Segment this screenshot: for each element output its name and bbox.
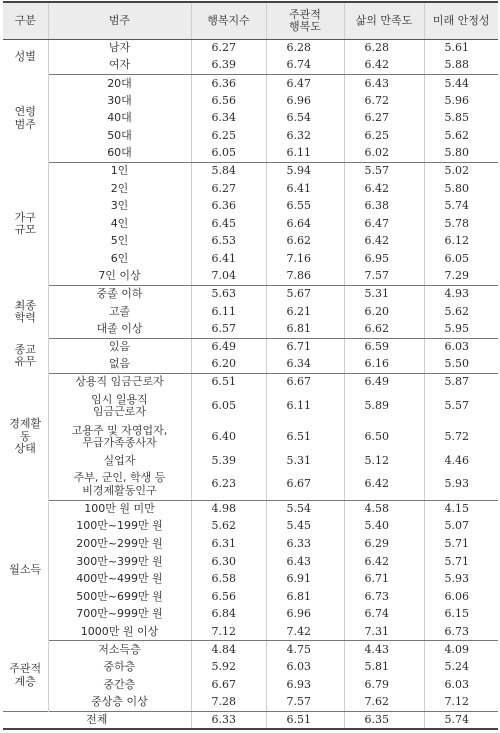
future-stability-cell: 5.57: [444, 399, 469, 413]
happiness-index-cell: 6.41: [191, 250, 266, 268]
subjective-happiness-cell: 6.11: [266, 145, 344, 163]
subjective-happiness-cell: 4.75: [266, 641, 344, 659]
category-cell: 5인: [48, 233, 191, 251]
happiness-index-cell: 6.30: [191, 553, 266, 571]
subjective-happiness-cell: 6.74: [266, 57, 344, 75]
table-row: [3, 470, 498, 501]
subjective-happiness-cell: 5.94: [266, 163, 344, 181]
group-label: 가구 규모: [3, 163, 48, 286]
happiness-index-cell: 6.45: [191, 215, 266, 233]
table-row: [3, 553, 498, 571]
table-row: [3, 373, 498, 391]
category-cell: 60대: [48, 145, 191, 163]
future-stability-cell: 5.44: [444, 76, 469, 90]
future-stability-cell: 5.88: [424, 57, 498, 75]
subjective-happiness-cell: 7.86: [266, 268, 344, 286]
future-stability-cell: 5.78: [444, 216, 469, 230]
category-cell: 200만~299만 원: [48, 535, 191, 553]
future-stability-cell: 4.46: [444, 453, 469, 467]
subjective-happiness-cell: 7.57: [266, 694, 344, 712]
future-stability-cell: 5.61: [444, 41, 469, 55]
subjective-happiness-cell: 6.91: [266, 570, 344, 588]
table-row: [3, 75, 498, 93]
subjective-happiness-cell: 6.71: [266, 338, 344, 356]
happiness-index-cell: 5.84: [191, 163, 266, 181]
future-stability-cell: 6.73: [424, 623, 498, 641]
happiness-index-cell: 6.20: [191, 356, 266, 374]
happiness-index-table: [3, 1, 498, 730]
table-row: [3, 92, 498, 110]
future-stability-cell: 6.12: [444, 234, 469, 248]
subjective-happiness-cell: 7.42: [266, 623, 344, 641]
subjective-happiness-cell: 6.96: [266, 606, 344, 624]
happiness-index-cell: 6.51: [191, 373, 266, 391]
future-stability-cell: 7.12: [424, 694, 498, 712]
future-stability-cell: 5.80: [424, 145, 498, 163]
category-cell: 3인: [48, 198, 191, 216]
happiness-index-cell: 6.58: [191, 570, 266, 588]
subjective-happiness-cell: 6.93: [266, 676, 344, 694]
table-row: [3, 286, 498, 304]
life-satisfaction-cell: 6.95: [344, 250, 424, 268]
subjective-happiness-cell: 6.11: [266, 391, 344, 422]
subjective-happiness-cell: 6.32: [266, 127, 344, 145]
happiness-index-cell: 6.49: [191, 338, 266, 356]
happiness-index-cell: 6.36: [191, 75, 266, 93]
table-header: [3, 2, 498, 40]
future-stability-cell: 6.06: [444, 589, 469, 603]
table-row: [3, 535, 498, 553]
life-satisfaction-cell: 6.72: [344, 92, 424, 110]
table-row: [3, 127, 498, 145]
subjective-happiness-cell: 6.43: [266, 553, 344, 571]
category-cell: 6인: [48, 250, 191, 268]
happiness-index-cell: 6.27: [191, 180, 266, 198]
happiness-index-cell: 6.56: [191, 588, 266, 606]
table-row: [3, 321, 498, 339]
happiness-index-cell: 7.12: [191, 623, 266, 641]
happiness-index-cell: 6.56: [191, 92, 266, 110]
table-row: [3, 570, 498, 588]
happiness-index-cell: 5.62: [191, 518, 266, 536]
category-cell: 중상층 이상: [48, 694, 191, 712]
subjective-happiness-cell: 6.62: [266, 233, 344, 251]
happiness-index-cell: 4.98: [191, 500, 266, 518]
future-stability-cell: 5.62: [444, 304, 469, 318]
table-row: [3, 641, 498, 659]
subjective-happiness-cell: 5.54: [266, 500, 344, 518]
category-cell: 중졸 이하: [48, 286, 191, 304]
happiness-index-cell: 6.40: [191, 422, 266, 453]
category-cell: 100만~199만 원: [48, 518, 191, 536]
table-row: [3, 40, 498, 58]
life-satisfaction-cell: 5.89: [344, 391, 424, 422]
table-row: [3, 658, 498, 676]
life-satisfaction-cell: 6.42: [344, 57, 424, 75]
life-satisfaction-cell: 6.16: [344, 356, 424, 374]
subjective-happiness-cell: 6.55: [266, 198, 344, 216]
happiness-index-cell: 7.04: [191, 268, 266, 286]
category-cell: 300만~399만 원: [48, 553, 191, 571]
life-satisfaction-cell: 6.29: [344, 535, 424, 553]
table-row: [3, 250, 498, 268]
life-satisfaction-cell: 6.42: [344, 180, 424, 198]
life-satisfaction-cell: 5.12: [344, 452, 424, 470]
happiness-index-cell: 4.84: [191, 641, 266, 659]
category-cell: 저소득층: [48, 641, 191, 659]
category-cell: 100만 원 미만: [48, 500, 191, 518]
future-stability-cell: 4.09: [444, 642, 469, 656]
subjective-happiness-cell: 6.47: [266, 75, 344, 93]
future-stability-cell: 5.96: [444, 93, 469, 107]
happiness-index-cell: 6.23: [191, 470, 266, 501]
category-cell: 있음: [48, 338, 191, 356]
header-category: 범주: [48, 2, 191, 40]
category-cell: 700만~999만 원: [48, 606, 191, 624]
category-cell: 4인: [48, 215, 191, 233]
life-satisfaction-cell: 6.62: [344, 321, 424, 339]
future-stability-cell: 6.05: [444, 252, 469, 266]
category-cell: 30대: [48, 92, 191, 110]
future-stability-cell: 5.71: [444, 536, 469, 550]
life-satisfaction-cell: 6.42: [344, 470, 424, 501]
table-row: [3, 623, 498, 641]
table-row: [3, 694, 498, 712]
subjective-happiness-cell: 6.51: [266, 422, 344, 453]
category-cell: 1인: [48, 163, 191, 181]
table-row: [3, 606, 498, 624]
subjective-happiness-cell: 6.03: [266, 658, 344, 676]
future-stability-cell: 5.74: [444, 199, 469, 213]
life-satisfaction-cell: 5.81: [344, 658, 424, 676]
life-satisfaction-cell: 7.57: [344, 268, 424, 286]
subjective-happiness-cell: 6.34: [266, 356, 344, 374]
future-stability-cell: 5.02: [444, 164, 469, 178]
future-stability-cell: 6.15: [444, 607, 469, 621]
life-satisfaction-cell: 5.57: [344, 163, 424, 181]
table-body: [3, 40, 498, 730]
table-row: [3, 422, 498, 453]
future-stability-cell: 5.50: [424, 356, 498, 374]
life-satisfaction-cell: 6.27: [344, 110, 424, 128]
subjective-happiness-cell: 7.16: [266, 250, 344, 268]
happiness-index-cell: 6.05: [191, 145, 266, 163]
table-row: [3, 145, 498, 163]
happiness-index-cell: 6.67: [191, 676, 266, 694]
future-stability-cell: 6.03: [444, 677, 469, 691]
life-satisfaction-cell: 4.43: [344, 641, 424, 659]
category-cell: 400만~499만 원: [48, 570, 191, 588]
total-subjective-happiness: 6.51: [266, 711, 344, 729]
table-row: [3, 180, 498, 198]
life-satisfaction-cell: 6.59: [344, 338, 424, 356]
subjective-happiness-cell: 6.33: [266, 535, 344, 553]
life-satisfaction-cell: 6.42: [344, 233, 424, 251]
table-row: [3, 110, 498, 128]
life-satisfaction-cell: 6.47: [344, 215, 424, 233]
future-stability-cell: 5.87: [444, 375, 469, 389]
future-stability-cell: 5.72: [444, 429, 469, 443]
happiness-index-cell: 6.34: [191, 110, 266, 128]
total-life-satisfaction: 6.35: [344, 711, 424, 729]
category-cell: 고졸: [48, 303, 191, 321]
table-row: [3, 215, 498, 233]
future-stability-cell: 5.80: [444, 181, 469, 195]
table-row: [3, 198, 498, 216]
group-label: 종교 유무: [3, 338, 48, 373]
header-division: 구분: [3, 2, 48, 40]
happiness-index-cell: 5.63: [191, 286, 266, 304]
future-stability-cell: 6.03: [444, 340, 469, 354]
happiness-index-cell: 6.27: [191, 40, 266, 58]
category-cell: 임시 일용직 임금근로자: [48, 391, 191, 422]
category-cell: 상용직 임금근로자: [48, 373, 191, 391]
happiness-index-cell: 6.36: [191, 198, 266, 216]
happiness-index-cell: 5.92: [191, 658, 266, 676]
table-row: [3, 356, 498, 374]
category-cell: 남자: [48, 40, 191, 58]
future-stability-cell: 4.15: [444, 502, 469, 516]
category-cell: 여자: [48, 57, 191, 75]
group-label: 경제활 동 상태: [3, 373, 48, 500]
category-cell: 40대: [48, 110, 191, 128]
category-cell: 7인 이상: [48, 268, 191, 286]
future-stability-cell: 5.93: [424, 470, 498, 501]
table-row: [3, 500, 498, 518]
group-label: 최종 학력: [3, 286, 48, 339]
life-satisfaction-cell: 7.31: [344, 623, 424, 641]
category-cell: 없음: [48, 356, 191, 374]
life-satisfaction-cell: 6.25: [344, 127, 424, 145]
life-satisfaction-cell: 5.40: [344, 518, 424, 536]
table-row: [3, 57, 498, 75]
category-cell: 고용주 및 자영업자, 무급가족종사자: [48, 422, 191, 453]
future-stability-cell: 5.07: [444, 519, 469, 533]
life-satisfaction-cell: 6.28: [344, 40, 424, 58]
life-satisfaction-cell: 4.58: [344, 500, 424, 518]
group-label: 월소득: [3, 500, 48, 641]
life-satisfaction-cell: 6.38: [344, 198, 424, 216]
life-satisfaction-cell: 6.79: [344, 676, 424, 694]
total-happiness-index: 6.33: [191, 711, 266, 729]
future-stability-cell: 5.95: [424, 321, 498, 339]
future-stability-cell: 7.29: [424, 268, 498, 286]
subjective-happiness-cell: 6.67: [266, 470, 344, 501]
category-cell: 2인: [48, 180, 191, 198]
category-cell: 20대: [48, 75, 191, 93]
future-stability-cell: 4.93: [444, 287, 469, 301]
header-life-satisfaction: 삶의 만족도: [344, 2, 424, 40]
subjective-happiness-cell: 6.54: [266, 110, 344, 128]
subjective-happiness-cell: 6.81: [266, 321, 344, 339]
header-row: [3, 2, 498, 40]
category-cell: 500만~699만 원: [48, 588, 191, 606]
subjective-happiness-cell: 6.96: [266, 92, 344, 110]
subjective-happiness-cell: 5.67: [266, 286, 344, 304]
future-stability-cell: 5.93: [444, 572, 469, 586]
header-happiness-index: 행복지수: [191, 2, 266, 40]
group-label: 연령 범주: [3, 75, 48, 163]
header-subjective-happiness: 주관적 행복도: [266, 2, 344, 40]
happiness-index-cell: 6.11: [191, 303, 266, 321]
subjective-happiness-cell: 6.41: [266, 180, 344, 198]
happiness-index-cell: 6.53: [191, 233, 266, 251]
category-cell: 중간층: [48, 676, 191, 694]
subjective-happiness-cell: 6.67: [266, 373, 344, 391]
happiness-index-cell: 6.84: [191, 606, 266, 624]
subjective-happiness-cell: 6.28: [266, 40, 344, 58]
total-future-stability: 5.74: [424, 711, 498, 729]
future-stability-cell: 5.85: [444, 111, 469, 125]
subjective-happiness-cell: 6.81: [266, 588, 344, 606]
life-satisfaction-cell: 6.74: [344, 606, 424, 624]
subjective-happiness-cell: 6.64: [266, 215, 344, 233]
life-satisfaction-cell: 7.62: [344, 694, 424, 712]
table-row: [3, 268, 498, 286]
group-label: 주관적 계층: [3, 641, 48, 711]
happiness-index-cell: 7.28: [191, 694, 266, 712]
happiness-index-cell: 6.25: [191, 127, 266, 145]
life-satisfaction-cell: 6.20: [344, 303, 424, 321]
table-row: [3, 588, 498, 606]
category-cell: 주부, 군인, 학생 등 비경제활동인구: [48, 470, 191, 501]
table-row: [3, 163, 498, 181]
header-future-stability: 미래 안정성: [424, 2, 498, 40]
future-stability-cell: 5.24: [444, 659, 469, 673]
category-cell: 중하층: [48, 658, 191, 676]
happiness-index-cell: 5.39: [191, 452, 266, 470]
life-satisfaction-cell: 6.73: [344, 588, 424, 606]
subjective-happiness-cell: 5.31: [266, 452, 344, 470]
total-row: [3, 711, 498, 729]
happiness-index-cell: 6.31: [191, 535, 266, 553]
subjective-happiness-cell: 6.21: [266, 303, 344, 321]
table-row: [3, 338, 498, 356]
category-cell: 1000만 원 이상: [48, 623, 191, 641]
table-row: [3, 303, 498, 321]
life-satisfaction-cell: 6.43: [344, 75, 424, 93]
life-satisfaction-cell: 5.31: [344, 286, 424, 304]
total-label: 전체: [3, 711, 191, 729]
subjective-happiness-cell: 5.45: [266, 518, 344, 536]
table-row: [3, 452, 498, 470]
life-satisfaction-cell: 6.02: [344, 145, 424, 163]
life-satisfaction-cell: 6.50: [344, 422, 424, 453]
category-cell: 50대: [48, 127, 191, 145]
table-row: [3, 233, 498, 251]
future-stability-cell: 5.62: [444, 129, 469, 143]
category-cell: 대졸 이상: [48, 321, 191, 339]
happiness-index-cell: 6.57: [191, 321, 266, 339]
life-satisfaction-cell: 6.49: [344, 373, 424, 391]
table-row: [3, 676, 498, 694]
table-row: [3, 391, 498, 422]
happiness-index-cell: 6.39: [191, 57, 266, 75]
life-satisfaction-cell: 6.42: [344, 553, 424, 571]
category-cell: 실업자: [48, 452, 191, 470]
future-stability-cell: 5.71: [444, 554, 469, 568]
group-label: 성별: [3, 40, 48, 75]
happiness-index-cell: 6.05: [191, 391, 266, 422]
table-row: [3, 518, 498, 536]
life-satisfaction-cell: 6.71: [344, 570, 424, 588]
